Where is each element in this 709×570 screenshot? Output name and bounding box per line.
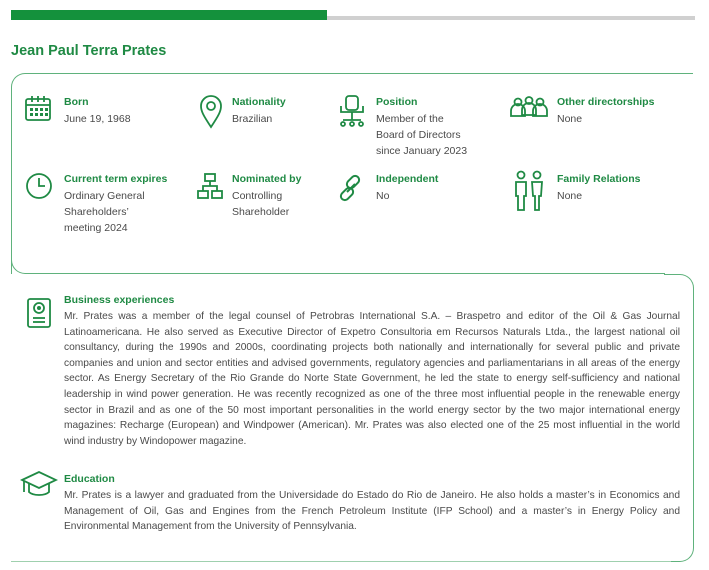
business-experiences-title: Business experiences — [64, 294, 175, 306]
term-expires-field — [64, 172, 167, 236]
education-text: Mr. Prates is a lawyer and graduated from the Universidade do Estado do Rio de Janeiro. He also holds a master’s in Economics and Management of Oil, Gas and Engines from the French Petroleum Institute (IFP School) and a master’s in Energy Policy and Environmental Management from the University of Pennsylvania. — [64, 490, 680, 533]
family-relations-value: None — [557, 190, 583, 202]
nominated-by-field — [232, 172, 301, 220]
nominated-by-value: Controlling Shareholder — [232, 190, 290, 218]
born-label: Born — [64, 96, 89, 108]
independent-label: Independent — [376, 173, 439, 185]
header-divider — [327, 16, 695, 20]
other-directorships-field — [557, 95, 654, 127]
position-label: Position — [376, 96, 418, 108]
born-field — [64, 95, 131, 127]
clock-icon — [25, 172, 53, 200]
location-pin-icon — [199, 95, 223, 129]
page-title: Jean Paul Terra Prates — [11, 43, 167, 59]
family-icon — [514, 170, 544, 212]
nationality-value: Brazilian — [232, 113, 273, 125]
independent-value: No — [376, 190, 390, 202]
link-icon — [335, 172, 367, 204]
nominated-by-label: Nominated by — [232, 173, 302, 185]
org-chart-icon — [196, 172, 224, 200]
position-field — [376, 95, 467, 159]
resume-document-icon — [26, 297, 52, 329]
family-relations-label: Family Relations — [557, 173, 641, 185]
term-expires-value: Ordinary General Shareholders’ meeting 2024 — [64, 190, 145, 234]
group-people-icon — [510, 96, 548, 120]
header-accent-bar — [11, 10, 327, 20]
calendar-icon — [24, 95, 52, 123]
family-relations-field — [557, 172, 640, 204]
born-value: June 19, 1968 — [64, 113, 131, 125]
education-title: Education — [64, 473, 115, 485]
term-expires-label: Current term expires — [64, 173, 168, 185]
position-value: Member of the Board of Directors since January 2023 — [376, 113, 468, 157]
business-experiences-text: Mr. Prates was a member of the legal counsel of Petrobras International S.A. – Braspetro and editor of the Oil & Gas Journal Latinoamericana. He also served as Executive Director of Expetro Consultoria em Recursos Naturals Ltda., the largest national oil consultancy, during the 1990s and 2000s, coordinating projects both nationally and internationally for several public and private companies and union and sector entities and advised governments, regulatory agencies and parliamentarians in all areas of the energy sector. As Energy Secretary of the Rio Grande do Norte State Government, he led the state to energy self-sufficiency and national leadership in wind power generation. He was recently recognized as one of the three most influential people in the renewable energy sector in Brazil and as one of the 50 most important personalities in the world energy sector by the two major international energy magazines: Recharge (European) and Windpower (American). Mr. Prates was also elected one of the 25 most influential in the world wind industry by Windopower magazine. — [64, 311, 680, 447]
other-directorships-value: None — [557, 113, 583, 125]
other-directorships-label: Other directorships — [557, 96, 655, 108]
nationality-field — [232, 95, 286, 127]
independent-field — [376, 172, 438, 204]
nationality-label: Nationality — [232, 96, 286, 108]
graduation-cap-icon — [20, 470, 58, 500]
office-chair-icon — [338, 94, 366, 128]
